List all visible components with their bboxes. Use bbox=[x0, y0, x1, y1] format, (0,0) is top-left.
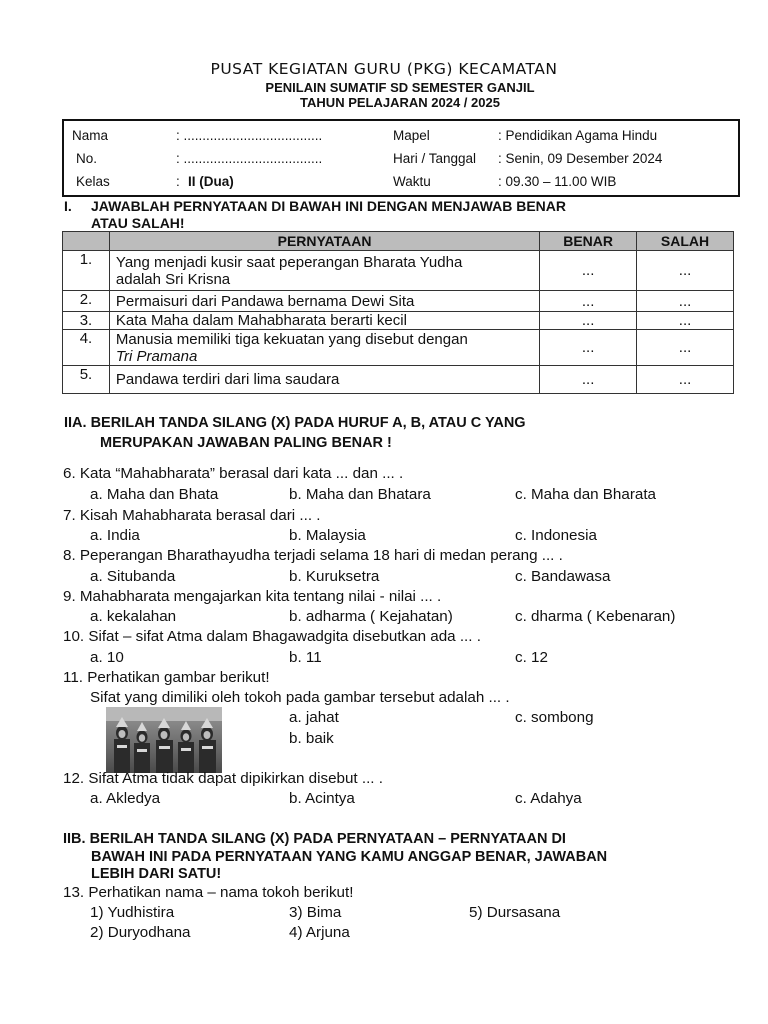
option-c[interactable]: c. Indonesia bbox=[515, 527, 597, 544]
figures-photo-image bbox=[106, 707, 222, 773]
row-number: 4. bbox=[63, 330, 110, 366]
section2a-title-line1: IIA. BERILAH TANDA SILANG (X) PADA HURUF A, B, ATAU C YANG bbox=[64, 415, 526, 431]
name-option[interactable]: 5) Dursasana bbox=[469, 904, 561, 921]
waktu-label: Waktu bbox=[393, 174, 431, 189]
option-b[interactable]: b. 11 bbox=[289, 649, 322, 666]
nama-field[interactable]: : ..................................... bbox=[176, 128, 323, 143]
option-c[interactable]: c. dharma ( Kebenaran) bbox=[515, 608, 676, 625]
option-c[interactable]: c. sombong bbox=[515, 709, 594, 726]
statement-line: Yang menjadi kusir saat peperangan Bharata Yudha bbox=[115, 253, 463, 271]
row-number: 5. bbox=[63, 366, 110, 394]
option-b[interactable]: b. baik bbox=[289, 730, 334, 747]
salah-cell[interactable]: ... bbox=[637, 330, 734, 366]
question-9: 9. Mahabharata mengajarkan kita tentang nilai - nilai ... . bbox=[63, 588, 442, 605]
name-option[interactable]: 4) Arjuna bbox=[289, 924, 350, 941]
question-7: 7. Kisah Mahabharata berasal dari ... . bbox=[63, 507, 321, 524]
header-school-year: TAHUN PELAJARAN 2024 / 2025 bbox=[300, 95, 500, 110]
row-number: 2. bbox=[63, 291, 110, 312]
option-c[interactable]: c. Adahya bbox=[515, 790, 582, 807]
nama-label: Nama bbox=[72, 128, 109, 143]
question-6: 6. Kata “Mahabharata” berasal dari kata ... dan ... . bbox=[63, 465, 404, 482]
no-field[interactable]: : ..................................... bbox=[176, 151, 323, 166]
section1-number: I. bbox=[64, 198, 72, 214]
benar-cell[interactable]: ... bbox=[540, 251, 637, 291]
benar-cell[interactable]: ... bbox=[540, 366, 637, 394]
table-row bbox=[63, 330, 734, 366]
question-10: 10. Sifat – sifat Atma dalam Bhagawadgita disebutkan ada ... . bbox=[63, 628, 481, 645]
option-c[interactable]: c. 12 bbox=[515, 649, 548, 666]
option-a[interactable]: a. Situbanda bbox=[90, 568, 176, 585]
option-b[interactable]: b. Malaysia bbox=[289, 527, 366, 544]
option-a[interactable]: a. 10 bbox=[90, 649, 124, 666]
row-statement bbox=[109, 330, 539, 366]
option-a[interactable]: a. India bbox=[90, 527, 140, 544]
section2b-title-line1: IIB. BERILAH TANDA SILANG (X) PADA PERNYATAAN – PERNYATAAN DI bbox=[63, 831, 566, 847]
statement-line-italic: Tri Pramana bbox=[115, 347, 198, 365]
option-b[interactable]: b. adharma ( Kejahatan) bbox=[289, 608, 453, 625]
section2a-title-line2: MERUPAKAN JAWABAN PALING BENAR ! bbox=[100, 435, 392, 451]
benar-cell[interactable]: ... bbox=[540, 291, 637, 312]
salah-cell[interactable]: ... bbox=[637, 312, 734, 330]
question-12: 12. Sifat Atma tidak dapat dipikirkan disebut ... . bbox=[63, 770, 383, 787]
header-exam-title: PENILAIN SUMATIF SD SEMESTER GANJIL bbox=[265, 80, 535, 95]
question-8: 8. Peperangan Bharathayudha terjadi selama 18 hari di medan perang ... . bbox=[63, 547, 563, 564]
section2b-title-line2: BAWAH INI PADA PERNYATAAN YANG KAMU ANGGAP BENAR, JAWABAN bbox=[91, 849, 608, 865]
header-pernyataan: PERNYATAAN bbox=[109, 232, 539, 251]
option-c[interactable]: c. Bandawasa bbox=[515, 568, 611, 585]
option-a[interactable]: a. jahat bbox=[289, 709, 339, 726]
option-b[interactable]: b. Maha dan Bhatara bbox=[289, 486, 431, 503]
row-statement bbox=[109, 251, 539, 291]
statement-line: Manusia memiliki tiga kekuatan yang disebut dengan bbox=[115, 330, 468, 348]
mapel-label: Mapel bbox=[393, 128, 430, 143]
option-a[interactable]: a. Maha dan Bhata bbox=[90, 486, 219, 503]
option-b[interactable]: b. Acintya bbox=[289, 790, 355, 807]
question-11: 11. Perhatikan gambar berikut! bbox=[63, 669, 270, 686]
table-header-row bbox=[63, 232, 734, 251]
mapel-value: : Pendidikan Agama Hindu bbox=[498, 128, 658, 143]
name-option[interactable]: 3) Bima bbox=[289, 904, 342, 921]
question-13: 13. Perhatikan nama – nama tokoh berikut! bbox=[63, 884, 354, 901]
section1-title-line1: JAWABLAH PERNYATAAN DI BAWAH INI DENGAN MENJAWAB BENAR bbox=[91, 198, 566, 214]
salah-cell[interactable]: ... bbox=[637, 251, 734, 291]
waktu-value: : 09.30 – 11.00 WIB bbox=[498, 174, 617, 189]
table-row bbox=[63, 366, 734, 394]
option-c[interactable]: c. Maha dan Bharata bbox=[515, 486, 656, 503]
header-benar: BENAR bbox=[540, 232, 637, 251]
benar-cell[interactable]: ... bbox=[540, 312, 637, 330]
option-a[interactable]: a. Akledya bbox=[90, 790, 161, 807]
row-statement: Kata Maha dalam Mahabharata berarti kecil bbox=[109, 312, 539, 330]
hari-label: Hari / Tanggal bbox=[393, 151, 477, 166]
option-a[interactable]: a. kekalahan bbox=[90, 608, 177, 625]
row-statement: Pandawa terdiri dari lima saudara bbox=[109, 366, 539, 394]
name-option[interactable]: 2) Duryodhana bbox=[90, 924, 191, 941]
table-row bbox=[63, 251, 734, 291]
salah-cell[interactable]: ... bbox=[637, 291, 734, 312]
header-no bbox=[63, 232, 110, 251]
kelas-label: Kelas bbox=[76, 174, 110, 189]
statement-line: adalah Sri Krisna bbox=[115, 270, 231, 288]
row-number: 1. bbox=[63, 251, 110, 291]
option-b[interactable]: b. Kuruksetra bbox=[289, 568, 380, 585]
section1-title-line2: ATAU SALAH! bbox=[91, 215, 185, 231]
table-row bbox=[63, 291, 734, 312]
name-option[interactable]: 1) Yudhistira bbox=[90, 904, 175, 921]
section2b-title-line3: LEBIH DARI SATU! bbox=[91, 866, 222, 882]
kelas-colon: : bbox=[176, 174, 180, 189]
true-false-table bbox=[62, 231, 734, 394]
hari-value: : Senin, 09 Desember 2024 bbox=[498, 151, 663, 166]
student-identity-box bbox=[62, 119, 740, 197]
question-11-prompt: Sifat yang dimiliki oleh tokoh pada gambar tersebut adalah ... . bbox=[90, 689, 510, 706]
kelas-value: II (Dua) bbox=[188, 174, 234, 189]
header-salah: SALAH bbox=[637, 232, 734, 251]
table-row bbox=[63, 312, 734, 330]
header-organization: PUSAT KEGIATAN GURU (PKG) KECAMATAN bbox=[210, 60, 558, 78]
salah-cell[interactable]: ... bbox=[637, 366, 734, 394]
no-label: No. bbox=[76, 151, 98, 166]
benar-cell[interactable]: ... bbox=[540, 330, 637, 366]
row-number: 3. bbox=[63, 312, 110, 330]
row-statement: Permaisuri dari Pandawa bernama Dewi Sita bbox=[109, 291, 539, 312]
